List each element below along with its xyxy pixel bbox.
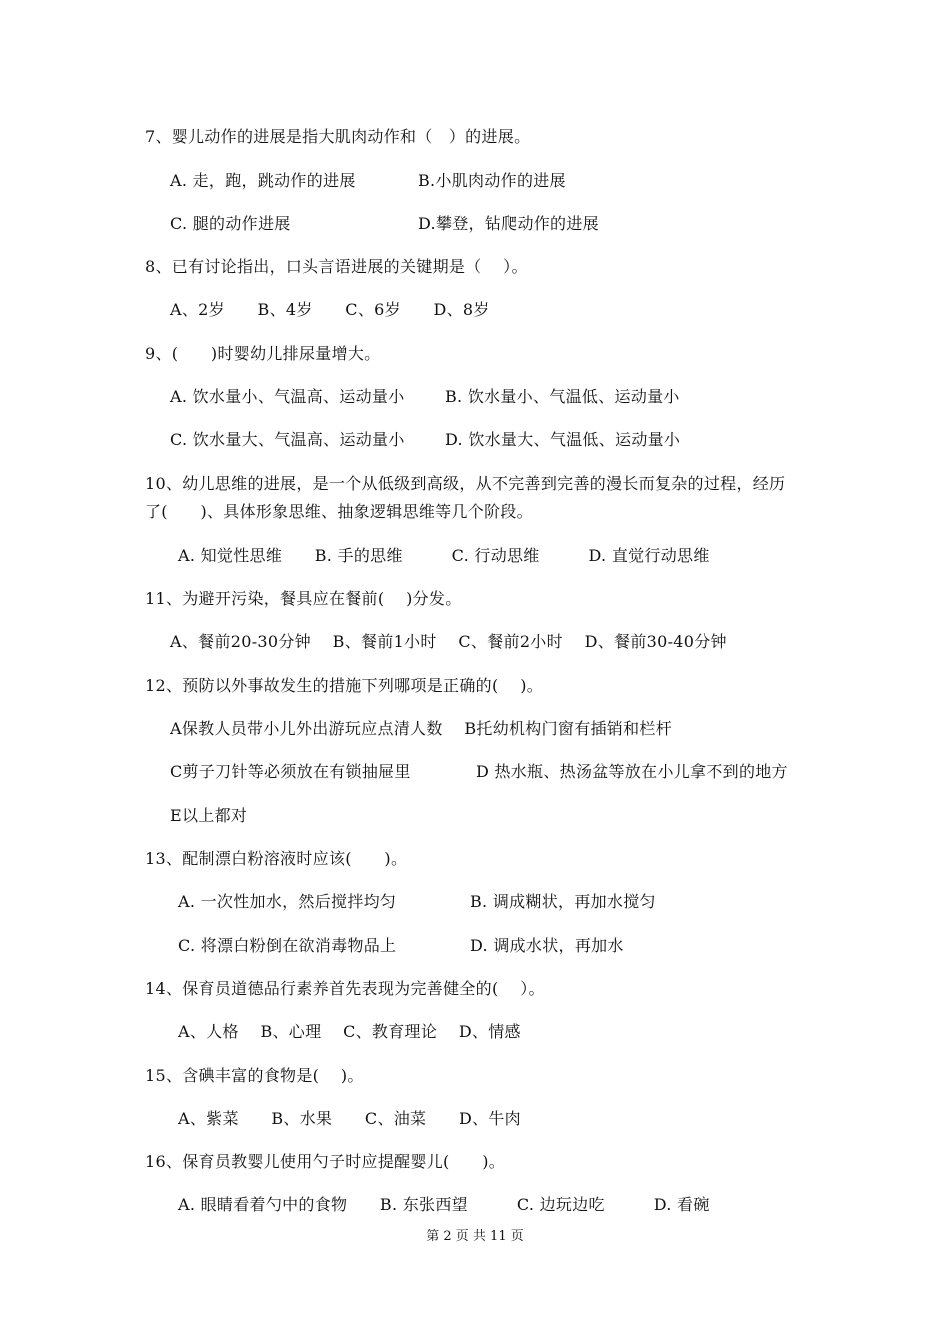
page-footer: 第 2 页 共 11 页 — [426, 1229, 524, 1244]
question-10-stem-line-2: 了( )、具体形象思维、抽象逻辑思维等几个阶段。 — [145, 502, 533, 521]
question-12-option-line-2: C剪子刀针等必须放在有锁抽屉里 D 热水瓶、热汤盆等放在小儿拿不到的地方 — [170, 762, 788, 781]
question-9-option-c: C. 饮水量大、气温高、运动量小 — [170, 430, 405, 449]
question-12-option-line-3: E以上都对 — [170, 806, 248, 825]
question-11-stem: 11、为避开污染，餐具应在餐前( )分发。 — [145, 589, 462, 608]
question-7-option-a: A. 走，跑，跳动作的进展 — [170, 171, 356, 190]
question-8-stem: 8、已有讨论指出，口头言语进展的关键期是（ ）。 — [145, 257, 528, 276]
question-7-option-c: C. 腿的动作进展 — [170, 214, 291, 233]
question-8-options: A、2岁 B、4岁 C、6岁 D、8岁 — [170, 300, 490, 319]
question-9-stem: 9、( )时婴幼儿排尿量增大。 — [145, 344, 381, 363]
question-13-option-c: C. 将漂白粉倒在欲消毒物品上 — [178, 936, 397, 955]
question-9-option-b: B. 饮水量小、气温低、运动量小 — [445, 387, 680, 406]
question-14-options: A、人格 B、心理 C、教育理论 D、情感 — [178, 1022, 521, 1041]
question-13-option-d: D. 调成水状，再加水 — [470, 936, 624, 955]
question-11-options: A、餐前20-30分钟 B、餐前1小时 C、餐前2小时 D、餐前30-40分钟 — [170, 632, 727, 651]
question-13-option-b: B. 调成糊状，再加水搅匀 — [470, 892, 656, 911]
question-7-option-d: D.攀登，钻爬动作的进展 — [418, 214, 599, 233]
question-7-option-b: B.小肌肉动作的进展 — [418, 171, 566, 190]
question-15-stem: 15、含碘丰富的食物是( )。 — [145, 1066, 364, 1085]
question-7-stem: 7、婴儿动作的进展是指大肌肉动作和（ ）的进展。 — [145, 127, 531, 146]
question-10-options: A. 知觉性思维 B. 手的思维 C. 行动思维 D. 直觉行动思维 — [178, 546, 710, 565]
question-9-option-d: D. 饮水量大、气温低、运动量小 — [445, 430, 681, 449]
question-12-stem: 12、预防以外事故发生的措施下列哪项是正确的( )。 — [145, 676, 544, 695]
question-14-stem: 14、保育员道德品行素养首先表现为完善健全的( ）。 — [145, 979, 545, 998]
question-9-option-a: A. 饮水量小、气温高、运动量小 — [170, 387, 405, 406]
question-16-stem: 16、保育员教婴儿使用勺子时应提醒婴儿( )。 — [145, 1152, 506, 1171]
question-15-options: A、紫菜 B、水果 C、油菜 D、牛肉 — [178, 1109, 521, 1128]
question-12-option-line-1: A保教人员带小儿外出游玩应点清人数 B托幼机构门窗有插销和栏杆 — [170, 719, 672, 738]
question-16-options: A. 眼睛看着勺中的食物 B. 东张西望 C. 边玩边吃 D. 看碗 — [178, 1195, 710, 1214]
question-10-stem-line-1: 10、幼儿思维的进展，是一个从低级到高级，从不完善到完善的漫长而复杂的过程，经历 — [145, 474, 786, 493]
question-13-option-a: A. 一次性加水，然后搅拌均匀 — [178, 892, 397, 911]
question-13-stem: 13、配制漂白粉溶液时应该( )。 — [145, 849, 408, 868]
